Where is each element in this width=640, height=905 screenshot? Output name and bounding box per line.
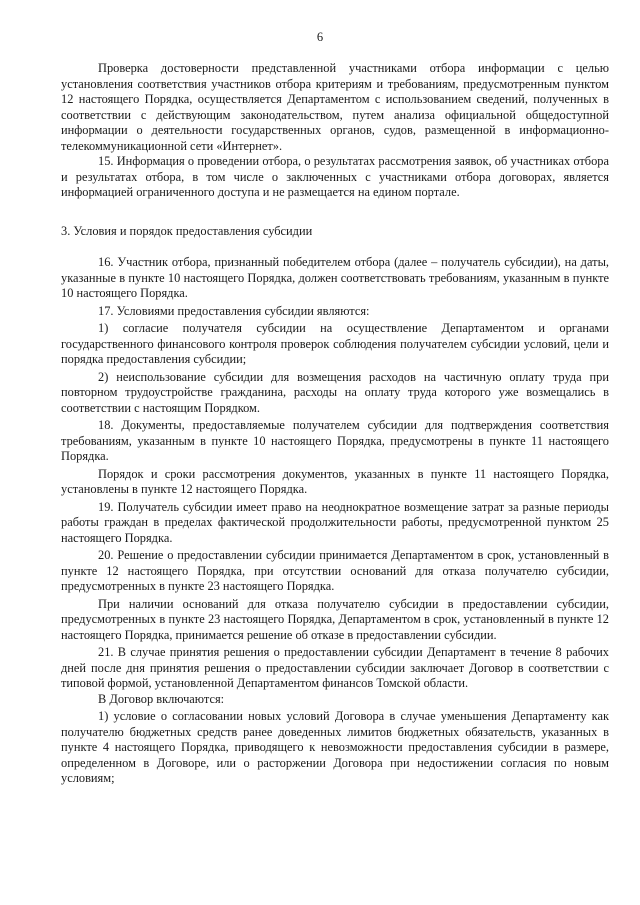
paragraph-18: 18. Документы, предоставляемые получателем субсидии для подтверждения соответствия требованиям, указанным в пункте 10 настоящего Порядка, предусмотрены в пункте 11 настоящего Порядка. xyxy=(61,418,609,463)
paragraph-17-item-1: 1) согласие получателя субсидии на осуществление Департаментом и органами государственного финансового контроля проверок соблюдения получателем субсидии условий, цели и порядка предоставления субсидии; xyxy=(61,321,609,366)
paragraph-verification: Проверка достоверности представленной участниками отбора информации с целью установления соответствия участников отбора критериям и требованиям, предусмотренным пунктом 12 настоящего Порядка, осуществляется Департаментом с использованием сведений, полученных в соответствии с действующим законодательством, путем анализа официальной общедоступной информации о деятельности государственных органов, судов, размещенной в информационно-телекоммуникационной сети «Интернет». xyxy=(61,61,609,153)
paragraph-21-item-1: 1) условие о согласовании новых условий Договора в случае уменьшения Департаменту как получателю бюджетных средств ранее доведенных лимитов бюджетных обязательств, указанных в пункте 4 настоящего Порядка, приводящего к невозможности предоставления субсидии в размере, определенном в Договоре, или о расторжении Договора при недостижении согласия по новым условиям; xyxy=(61,709,609,785)
paragraph-19: 19. Получатель субсидии имеет право на неоднократное возмещение затрат за разные периоды работы граждан в пределах фактической продолжительности работы, предусмотренной пунктом 25 настоящего Порядка. xyxy=(61,499,609,545)
page-number: 6 xyxy=(316,30,324,44)
paragraph-17-item-2: 2) неиспользование субсидии для возмещения расходов на частичную оплату труда при повторном трудоустройстве гражданина, расходы на оплату труда которого уже возмещались в соответствии с настоящим Порядком. xyxy=(61,369,609,415)
paragraph-17: 17. Условиями предоставления субсидии являются: xyxy=(98,303,370,318)
section-heading: 3. Условия и порядок предоставления субсидии xyxy=(61,223,313,238)
document-body xyxy=(61,61,609,787)
paragraph-18-procedure: Порядок и сроки рассмотрения документов, указанных в пункте 11 настоящего Порядка, установлены в пункте 12 настоящего Порядка. xyxy=(61,466,609,496)
paragraph-20-refusal: При наличии оснований для отказа получателю субсидии в предоставлении субсидии, предусмотренных в пункте 23 настоящего Порядка, Департаментом в срок, установленный в пункте 12 настоящего Порядка, принимается решение об отказе в предоставлении субсидии. xyxy=(61,596,609,642)
paragraph-20: 20. Решение о предоставлении субсидии принимается Департаментом в срок, установленный в пункте 12 настоящего Порядка, при отсутствии оснований для отказа получателю субсидии, предусмотренных в пункте 23 настоящего Порядка. xyxy=(61,548,609,593)
paragraph-16: 16. Участник отбора, признанный победителем отбора (далее – получатель субсидии), на даты, указанные в пункте 10 настоящего Порядка, должен соответствовать требованиям, указанным в пункте 10 настоящего Порядка. xyxy=(61,255,609,300)
paragraph-21: 21. В случае принятия решения о предоставлении субсидии Департамент в течение 8 рабочих дней после дня принятия решения о предоставлении субсидии заключает Договор в соответствии с типовой формой, установленной Департаментом финансов Томской области. xyxy=(61,645,609,690)
paragraph-15: 15. Информация о проведении отбора, о результатах рассмотрения заявок, об участниках отбора и результатах отбора, в том числе о заключенных с участниками отбора договорах, является информацией ограниченного доступа и не размещается на едином портале. xyxy=(61,154,609,199)
paragraph-21-contract-includes: В Договор включаются: xyxy=(98,691,225,706)
